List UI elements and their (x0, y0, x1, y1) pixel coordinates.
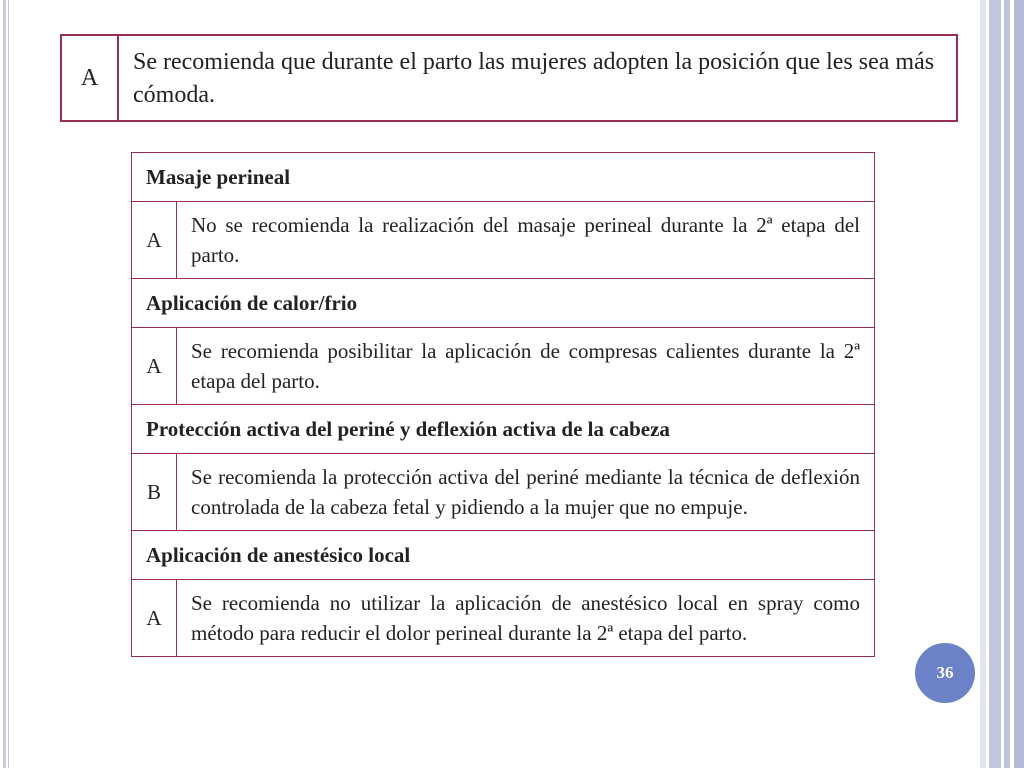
recommendation-row (132, 454, 875, 531)
recommendation-grade: A (132, 202, 177, 279)
section-title: Protección activa del periné y deflexión activa de la cabeza (132, 405, 875, 454)
top-recommendation-box (60, 34, 958, 122)
section-title: Aplicación de calor/frio (132, 279, 875, 328)
top-recommendation-grade: A (62, 36, 119, 120)
recommendation-grade: B (132, 454, 177, 531)
left-decorative-edge (0, 0, 9, 768)
recommendation-row (132, 202, 875, 279)
page-number-badge: 36 (915, 643, 975, 703)
section-title: Masaje perineal (132, 153, 875, 202)
section-header-row (132, 531, 875, 580)
recommendations-table (131, 152, 875, 657)
recommendation-grade: A (132, 328, 177, 405)
recommendation-row (132, 328, 875, 405)
top-recommendation-text: Se recomienda que durante el parto las mujeres adopten la posición que les sea más cómoda. (133, 49, 935, 108)
recommendation-text: Se recomienda posibilitar la aplicación de compresas calientes durante la 2ª etapa del parto. (177, 328, 875, 405)
section-title: Aplicación de anestésico local (132, 531, 875, 580)
recommendation-text: Se recomienda no utilizar la aplicación de anestésico local en spray como método para reducir el dolor perineal durante la 2ª etapa del parto. (177, 580, 875, 657)
recommendation-grade: A (132, 580, 177, 657)
right-decorative-bars (980, 0, 1024, 768)
recommendation-row (132, 580, 875, 657)
section-header-row (132, 279, 875, 328)
recommendation-text: Se recomienda la protección activa del periné mediante la técnica de deflexión controlada de la cabeza fetal y pidiendo a la mujer que no empuje. (177, 454, 875, 531)
recommendation-text: No se recomienda la realización del masaje perineal durante la 2ª etapa del parto. (177, 202, 875, 279)
section-header-row (132, 405, 875, 454)
section-header-row (132, 153, 875, 202)
